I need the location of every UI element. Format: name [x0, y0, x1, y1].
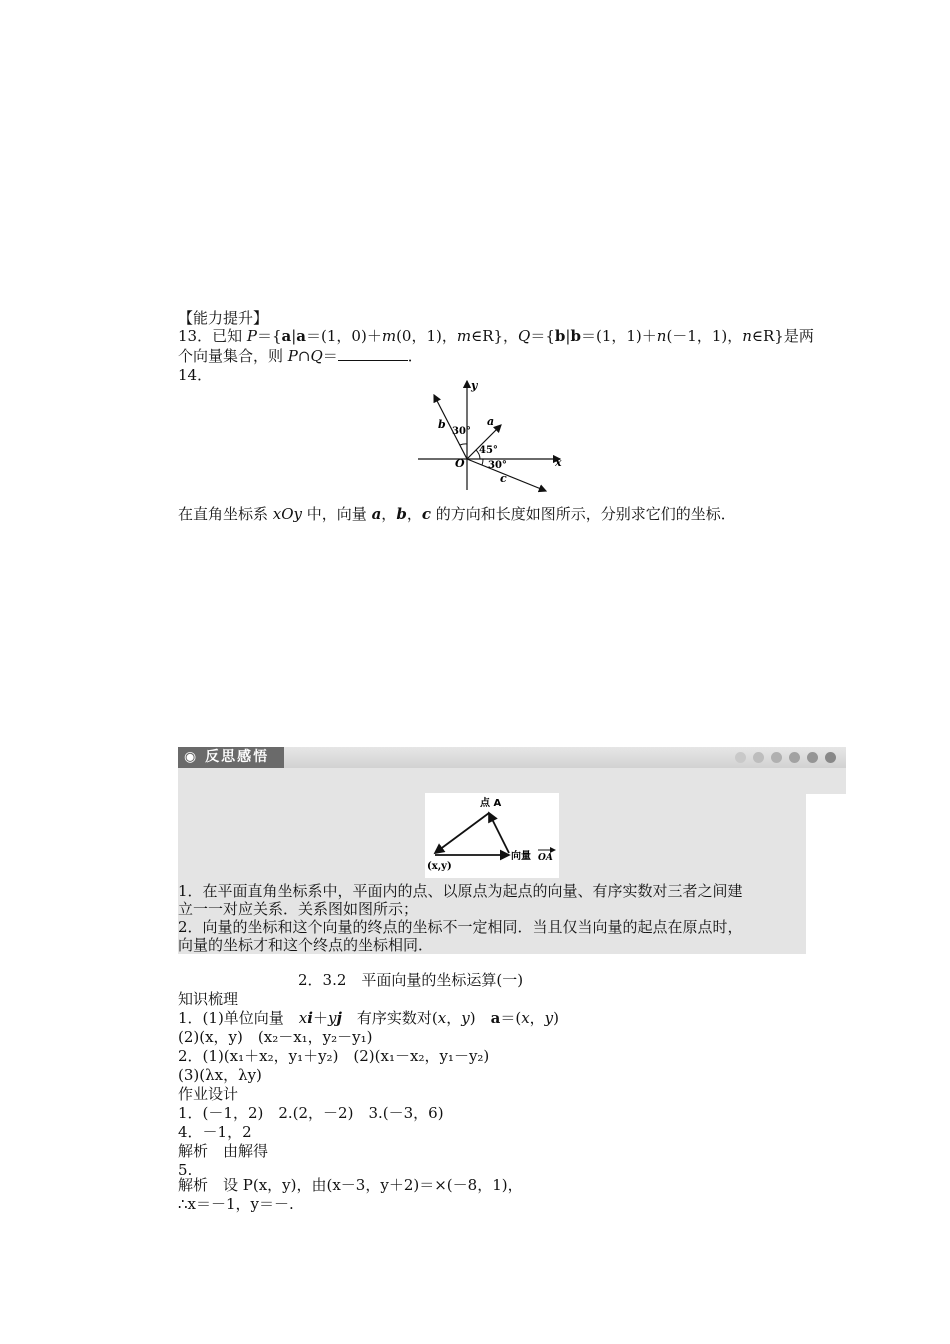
- text: ，: [446, 1009, 462, 1027]
- text: ＝: [322, 347, 338, 365]
- knowledge-heading: 知识梳理: [178, 990, 239, 1008]
- homework-heading: 作业设计: [178, 1085, 239, 1103]
- answer-line-9: 解析 设 P(x，y)，由(x－3，y＋2)＝×(－8，1)，: [178, 1176, 523, 1194]
- vector-a: a: [371, 505, 382, 523]
- question-14-text: [178, 505, 736, 523]
- text: ＝(1，1)＋: [580, 327, 657, 345]
- question-14-number: 14．: [178, 366, 213, 384]
- question-13-line1: [178, 327, 814, 345]
- answer-line-7: 解析 由解得: [178, 1142, 269, 1160]
- set-p: P: [246, 327, 257, 345]
- text: 个向量集合，则: [178, 347, 288, 365]
- text: ∩: [297, 347, 311, 365]
- text: 中，向量: [302, 505, 372, 523]
- coord-label: (x,y): [427, 861, 452, 872]
- text: ．: [407, 347, 423, 365]
- text: ，: [381, 505, 397, 523]
- text: ＋: [312, 1009, 328, 1027]
- relation-triangle: [425, 793, 559, 878]
- text: ，: [529, 1009, 545, 1027]
- reflection-p1-line2: 立一一对应关系．关系图如图所示；: [178, 900, 419, 918]
- answer-line-10: ∴x＝－1，y＝－.: [178, 1195, 294, 1213]
- origin-label: O: [455, 457, 465, 470]
- label-b: b: [438, 418, 446, 431]
- var-n: n: [742, 327, 752, 345]
- text: (－1，1)，: [666, 327, 743, 345]
- q13-number: 13．已知: [178, 327, 247, 345]
- angle-arc-b: [460, 444, 467, 445]
- answer-line-1: [178, 1009, 559, 1027]
- answer-line-6: 4．－1，2: [178, 1123, 252, 1141]
- y-axis-label: y: [471, 379, 478, 392]
- relation-diagram: [425, 793, 559, 878]
- text: 在直角坐标系: [178, 505, 273, 523]
- angle-b-label: 30°: [452, 426, 471, 437]
- oa-label: OA: [538, 853, 553, 863]
- label-c: c: [500, 472, 507, 485]
- var: x: [521, 1009, 530, 1027]
- angle-a-label: 45°: [479, 445, 498, 456]
- var: x: [298, 1009, 308, 1027]
- vector-b: b: [554, 327, 566, 345]
- text: 1．(1)单位向量: [178, 1009, 299, 1027]
- var-m: m: [381, 327, 397, 345]
- section-heading: 【能力提升】: [178, 309, 269, 327]
- point-a-label: 点 A: [480, 798, 502, 809]
- set-p: P: [287, 347, 298, 365]
- text: ，: [406, 505, 422, 523]
- text: ∈R}是两: [751, 327, 814, 345]
- reflection-p2-line1: 2．向量的坐标和这个向量的终点的坐标不一定相同．当且仅当向量的起点在原点时，: [178, 918, 743, 936]
- text: ＝(: [500, 1009, 522, 1027]
- label-a: a: [487, 415, 495, 428]
- text: 的方向和长度如图所示，分别求它们的坐标．: [430, 505, 736, 523]
- decor-dot: [789, 752, 800, 763]
- question-13-line2: [178, 347, 423, 365]
- decor-dot: [753, 752, 764, 763]
- text: |: [565, 327, 571, 345]
- decor-dot: [825, 752, 836, 763]
- answer-line-2: (2)(x，y) (x₂－x₁，y₂－y₁): [178, 1028, 373, 1046]
- answers-title: 2．3.2 平面向量的坐标运算(一): [298, 971, 524, 989]
- answer-blank: [338, 348, 408, 361]
- vector-label: 向量: [511, 851, 531, 862]
- vector-a: a: [281, 327, 292, 345]
- text: |: [291, 327, 297, 345]
- decor-dot: [807, 752, 818, 763]
- reflection-p2-line2: 向量的坐标才和这个终点的坐标相同．: [178, 936, 434, 954]
- text: ): [469, 1009, 491, 1027]
- reflection-p1-line1: 1．在平面直角坐标系中，平面内的点、以原点为起点的向量、有序实数对三者之间建: [178, 882, 743, 900]
- var: y: [327, 1009, 337, 1027]
- var: x: [437, 1009, 447, 1027]
- answer-line-5: 1．(－1，2) 2.(2，－2) 3.(－3，6): [178, 1104, 444, 1122]
- vector-i: i: [307, 1009, 313, 1027]
- vector-a: a: [490, 1009, 501, 1027]
- text: (0，1)，: [396, 327, 457, 345]
- banner-dots: [735, 752, 836, 763]
- edge-right: [489, 813, 509, 853]
- vector-b: b: [570, 327, 581, 345]
- answer-line-8: 5.: [178, 1161, 193, 1179]
- banner-strip: [806, 768, 846, 794]
- decor-dot: [771, 752, 782, 763]
- edge-left: [435, 813, 489, 853]
- var-m: m: [456, 327, 472, 345]
- angle-arc-c: [482, 459, 483, 465]
- text: ＝(1，0)＋: [306, 327, 382, 345]
- var: y: [544, 1009, 554, 1027]
- vector-b: b: [396, 505, 407, 523]
- answer-line-4: (3)(λx，λy): [178, 1066, 262, 1084]
- text: 有序实数对(: [341, 1009, 438, 1027]
- text: ＝{: [530, 327, 555, 345]
- reflection-tag: ◉ 反思感悟: [178, 747, 284, 768]
- text: ∈R}，: [471, 327, 519, 345]
- angle-c-label: 30°: [488, 460, 507, 471]
- x-axis-label: x: [555, 456, 562, 469]
- text: ＝{: [256, 327, 282, 345]
- var-n: n: [656, 327, 667, 345]
- text: ): [553, 1009, 560, 1027]
- vector-c: c: [421, 505, 431, 523]
- vector-j: j: [336, 1009, 342, 1027]
- set-q: Q: [310, 347, 323, 365]
- decor-dot: [735, 752, 746, 763]
- coord-system: xOy: [272, 505, 303, 523]
- var: y: [461, 1009, 470, 1027]
- vector-figure: [412, 378, 572, 496]
- reflection-banner: [178, 747, 846, 768]
- set-q: Q: [518, 327, 531, 345]
- answer-line-3: 2．(1)(x₁＋x₂，y₁＋y₂) (2)(x₁－x₂，y₁－y₂): [178, 1047, 490, 1065]
- vector-a: a: [296, 327, 307, 345]
